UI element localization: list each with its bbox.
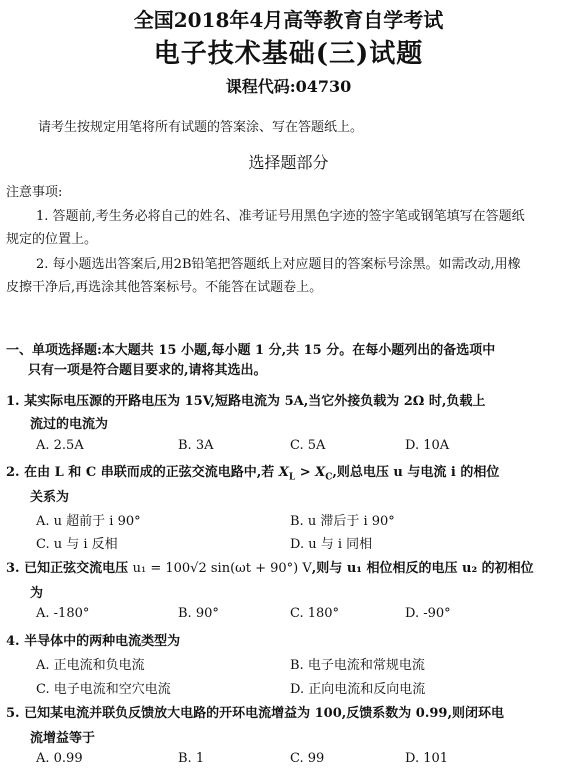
option-d[interactable]: D. u 与 i 同相 (290, 537, 373, 552)
note-line: 规定的位置上。 (6, 232, 98, 247)
option-b[interactable]: B. 1 (178, 751, 205, 766)
q2-sub2: C (325, 472, 333, 483)
option-c[interactable]: C. 电子电流和空穴电流 (36, 682, 171, 697)
question-3-stem-cont: 为 (30, 586, 44, 601)
option-a[interactable]: A. 2.5A (36, 438, 84, 453)
option-b[interactable]: B. 90° (178, 606, 219, 621)
option-b[interactable]: B. u 滞后于 i 90° (290, 514, 395, 529)
q3-post: ,则与 u₁ 相位相反的电压 u₂ 的初相位 (311, 561, 534, 576)
q3-expression: u₁ = 100√2 sin(ωt + 90°) V (132, 561, 312, 576)
question-1-stem-cont: 流过的电流为 (30, 417, 109, 432)
q2-post: ,则总电压 u 与电流 i 的相位 (332, 465, 500, 480)
question-5-stem: 5. 已知某电流并联负反馈放大电路的开环电流增益为 100,反馈系数为 0.99,则闭环电 (6, 706, 504, 721)
option-c[interactable]: C. 180° (290, 606, 340, 621)
option-d[interactable]: D. 101 (405, 751, 449, 766)
option-c[interactable]: C. 99 (290, 751, 325, 766)
question-1-stem: 1. 某实际电压源的开路电压为 15V,短路电流为 5A,当它外接负载为 2Ω 时,负载上 (6, 394, 486, 409)
question-4-stem: 4. 半导体中的两种电流类型为 (6, 634, 181, 649)
option-a[interactable]: A. -180° (36, 606, 90, 621)
option-a[interactable]: A. 0.99 (36, 751, 83, 766)
q2-math: X (278, 465, 289, 480)
question-2-stem-cont: 关系为 (30, 490, 70, 505)
question-3-stem (6, 557, 534, 576)
instruction: 请考生按规定用笔将所有试题的答案涂、写在答题纸上。 (38, 120, 364, 135)
course-code: 课程代码:04730 (225, 77, 352, 96)
option-b[interactable]: B. 3A (178, 438, 214, 453)
part1-heading-cont: 只有一项是符合题目要求的,请将其选出。 (28, 363, 267, 378)
q2-mid: > X (295, 465, 326, 480)
option-d[interactable]: D. 正向电流和反向电流 (290, 682, 426, 697)
question-5-stem-cont: 流增益等于 (30, 731, 96, 746)
note-line: 皮擦干净后,再选涂其他答案标号。不能答在试题卷上。 (6, 280, 323, 295)
option-d[interactable]: D. -90° (405, 606, 451, 621)
exam-header: 全国2018年4月高等教育自学考试 (133, 8, 444, 32)
option-d[interactable]: D. 10A (405, 438, 450, 453)
q2-pre: 2. 在由 L 和 C 串联而成的正弦交流电路中,若 (6, 465, 279, 480)
note-line: 1. 答题前,考生务必将自己的姓名、准考证号用黑色字迹的签字笔或钢笔填写在答题纸 (36, 209, 525, 224)
notes-title: 注意事项: (6, 185, 63, 200)
section-title: 选择题部分 (248, 153, 329, 172)
option-b[interactable]: B. 电子电流和常规电流 (290, 658, 425, 673)
option-c[interactable]: C. u 与 i 反相 (36, 537, 118, 552)
q2-sub1: L (288, 472, 296, 483)
part1-heading: 一、单项选择题:本大题共 15 小题,每小题 1 分,共 15 分。在每小题列出的备选项中 (6, 343, 496, 358)
question-2-stem (6, 461, 499, 483)
q3-pre: 3. 已知正弦交流电压 (6, 561, 133, 576)
option-a[interactable]: A. u 超前于 i 90° (36, 514, 141, 529)
note-line: 2. 每小题选出答案后,用2B铅笔把答题纸上对应题目的答案标号涂黑。如需改动,用橡 (36, 257, 521, 272)
option-c[interactable]: C. 5A (290, 438, 326, 453)
option-a[interactable]: A. 正电流和负电流 (36, 658, 145, 673)
subject-title: 电子技术基础(三)试题 (153, 39, 424, 69)
